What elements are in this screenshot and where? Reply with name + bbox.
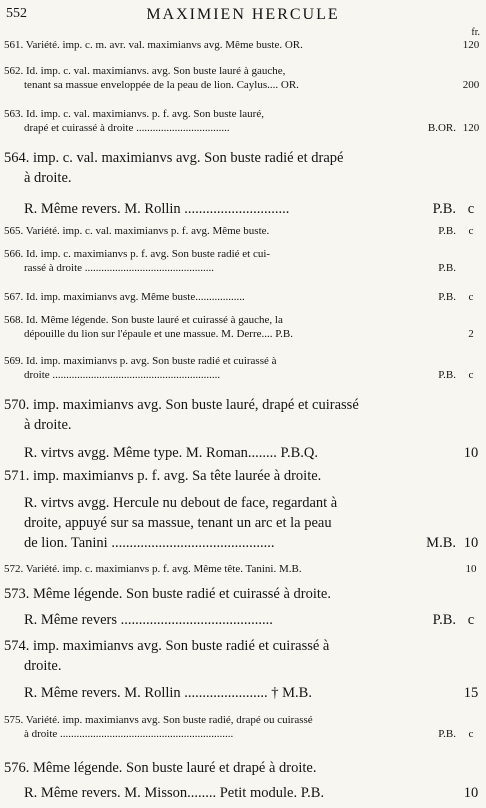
catalog-entry (4, 247, 482, 275)
entry-price: c (468, 225, 474, 237)
catalog-entry (4, 395, 482, 435)
entry-line (4, 727, 482, 741)
entry-price: 10 (463, 445, 479, 461)
entry-line (4, 247, 482, 261)
entry-line (4, 758, 482, 778)
entry-denomination: B.OR. (427, 122, 456, 134)
entry-line (4, 261, 482, 275)
entry-denomination: M.B. (426, 535, 456, 551)
entry-line (4, 683, 482, 703)
entry-line (4, 313, 482, 327)
catalog-entry (4, 783, 482, 803)
entry-denomination: P.B. (438, 291, 456, 303)
entry-line (4, 783, 482, 803)
entry-text: R. Même revers. M. Rollin ....................... † M.B. (24, 685, 312, 701)
entry-text: droite. (24, 658, 62, 674)
entry-line (4, 493, 482, 513)
entry-text: dépouille du lion sur l'épaule et une massue. M. Derre.... P.B. (24, 328, 293, 340)
entry-text: R. Même revers .......................................... (24, 612, 273, 628)
entry-line (4, 466, 482, 486)
entry-price: 120 (462, 122, 480, 134)
entry-text: 575. Variété. imp. maximianvs avg. Son buste radié, drapé ou cuirassé (4, 714, 313, 726)
entry-text: à droite. (24, 417, 72, 433)
entry-line (4, 38, 482, 52)
entry-text: droite, appuyé sur sa massue, tenant un arc et la peau (24, 515, 332, 531)
entry-text: 573. Même légende. Son buste radié et cuirassé à droite. (4, 586, 331, 602)
catalog-entry (4, 354, 482, 382)
catalog-entry (4, 199, 482, 219)
entry-line (4, 354, 482, 368)
entry-price: 200 (462, 79, 480, 91)
entry-denomination: P.B. (438, 369, 456, 381)
entry-price: c (468, 291, 474, 303)
catalog-entry (4, 290, 482, 304)
catalog-entry (4, 562, 482, 576)
entry-text: R. virtvs avgg. Même type. M. Roman........ P.B.Q. (24, 445, 319, 461)
entry-text: 561. Variété. imp. c. m. avr. val. maximianvs avg. Même buste. OR. (4, 39, 303, 51)
entry-denomination: P.B. (438, 728, 456, 740)
entry-text: 564. imp. c. val. maximianvs avg. Son buste radié et drapé (4, 150, 344, 166)
entry-denomination: P.B. (438, 225, 456, 237)
entry-text: 572. Variété. imp. c. maximianvs p. f. avg. Même tête. Tanini. M.B. (4, 563, 302, 575)
catalog-entry (4, 148, 482, 188)
entry-text: 576. Même légende. Son buste lauré et drapé à droite. (4, 760, 317, 776)
entry-line (4, 610, 482, 630)
entry-denomination: P.B. (432, 201, 456, 217)
entry-line (4, 656, 482, 676)
entry-line (4, 224, 482, 238)
entry-price: 10 (465, 563, 477, 575)
entry-text: tenant sa massue enveloppée de la peau de lion. Caylus.... OR. (24, 79, 299, 91)
entry-price: 15 (463, 685, 479, 701)
entry-price: 10 (463, 785, 479, 801)
entry-line (4, 713, 482, 727)
entry-text: R. Même revers. M. Misson........ Petit module. P.B. (24, 785, 325, 801)
catalog-entry (4, 584, 482, 604)
entry-line (4, 562, 482, 576)
entry-text: droite ............................................................. (24, 369, 221, 381)
entry-text: 563. Id. imp. c. val. maximianvs. p. f. avg. Son buste lauré, (4, 108, 264, 120)
catalog-entry (4, 683, 482, 703)
entry-line (4, 148, 482, 168)
entry-text: R. virtvs avgg. Hercule nu debout de face, regardant à (24, 495, 338, 511)
entry-text: R. Même revers. M. Rollin ............................. (24, 201, 290, 217)
entry-text: 562. Id. imp. c. val. maximianvs. avg. Son buste lauré à gauche, (4, 65, 286, 77)
entry-line (4, 415, 482, 435)
entry-text: 571. imp. maximianvs p. f. avg. Sa tête laurée à droite. (4, 468, 322, 484)
entry-text: 568. Id. Même légende. Son buste lauré et cuirassé à gauche, la (4, 314, 283, 326)
entry-line (4, 199, 482, 219)
entry-line (4, 290, 482, 304)
entry-line (4, 64, 482, 78)
entry-text: 567. Id. imp. maximianvs avg. Même buste.................. (4, 291, 245, 303)
entry-denomination: P.B. (432, 612, 456, 628)
entry-price: c (467, 201, 475, 217)
entry-line (4, 513, 482, 533)
catalog-entry (4, 636, 482, 676)
entry-line (4, 168, 482, 188)
catalog-entry (4, 713, 482, 741)
entry-text: 574. imp. maximianvs avg. Son buste radié et cuirassé à (4, 638, 330, 654)
entry-line (4, 121, 482, 135)
entry-price: 120 (462, 39, 480, 51)
entry-line (4, 107, 482, 121)
entry-line (4, 443, 482, 463)
entry-price: 10 (463, 535, 479, 551)
entry-text: 569. Id. imp. maximianvs p. avg. Son buste radié et cuirassé à (4, 355, 277, 367)
entry-price: 2 (468, 328, 474, 340)
page-number: 552 (6, 6, 27, 21)
running-title: MAXIMIEN HERCULE (146, 6, 340, 23)
entry-text: rassé à droite ............................................... (24, 262, 215, 274)
entry-line (4, 584, 482, 604)
entry-text: 565. Variété. imp. c. val. maximianvs p. f. avg. Même buste. (4, 225, 270, 237)
catalog-entry (4, 758, 482, 778)
catalog-entry (4, 493, 482, 553)
price-unit: fr. (471, 27, 480, 38)
catalog-entry (4, 313, 482, 341)
entry-text: 566. Id. imp. c. maximianvs p. f. avg. Son buste radié et cui- (4, 248, 271, 260)
entry-line (4, 533, 482, 553)
entry-text: drapé et cuirassé à droite .................................. (24, 122, 230, 134)
entry-line (4, 78, 482, 92)
catalog-entry (4, 443, 482, 463)
catalog-entry (4, 64, 482, 92)
catalog-entry (4, 610, 482, 630)
entry-text: 570. imp. maximianvs avg. Son buste lauré, drapé et cuirassé (4, 397, 359, 413)
catalog-entry (4, 224, 482, 238)
catalog-entry (4, 466, 482, 486)
entry-text: à droite ............................................................... (24, 728, 234, 740)
entry-price: c (468, 369, 474, 381)
entry-line (4, 368, 482, 382)
entry-price: c (468, 728, 474, 740)
entry-line (4, 636, 482, 656)
catalog-entry (4, 38, 482, 52)
entry-line (4, 327, 482, 341)
entry-price: c (467, 612, 475, 628)
catalog-entry (4, 107, 482, 135)
entry-denomination: P.B. (438, 262, 456, 274)
entry-line (4, 395, 482, 415)
entry-text: à droite. (24, 170, 72, 186)
entry-text: de lion. Tanini ............................................. (24, 535, 275, 551)
